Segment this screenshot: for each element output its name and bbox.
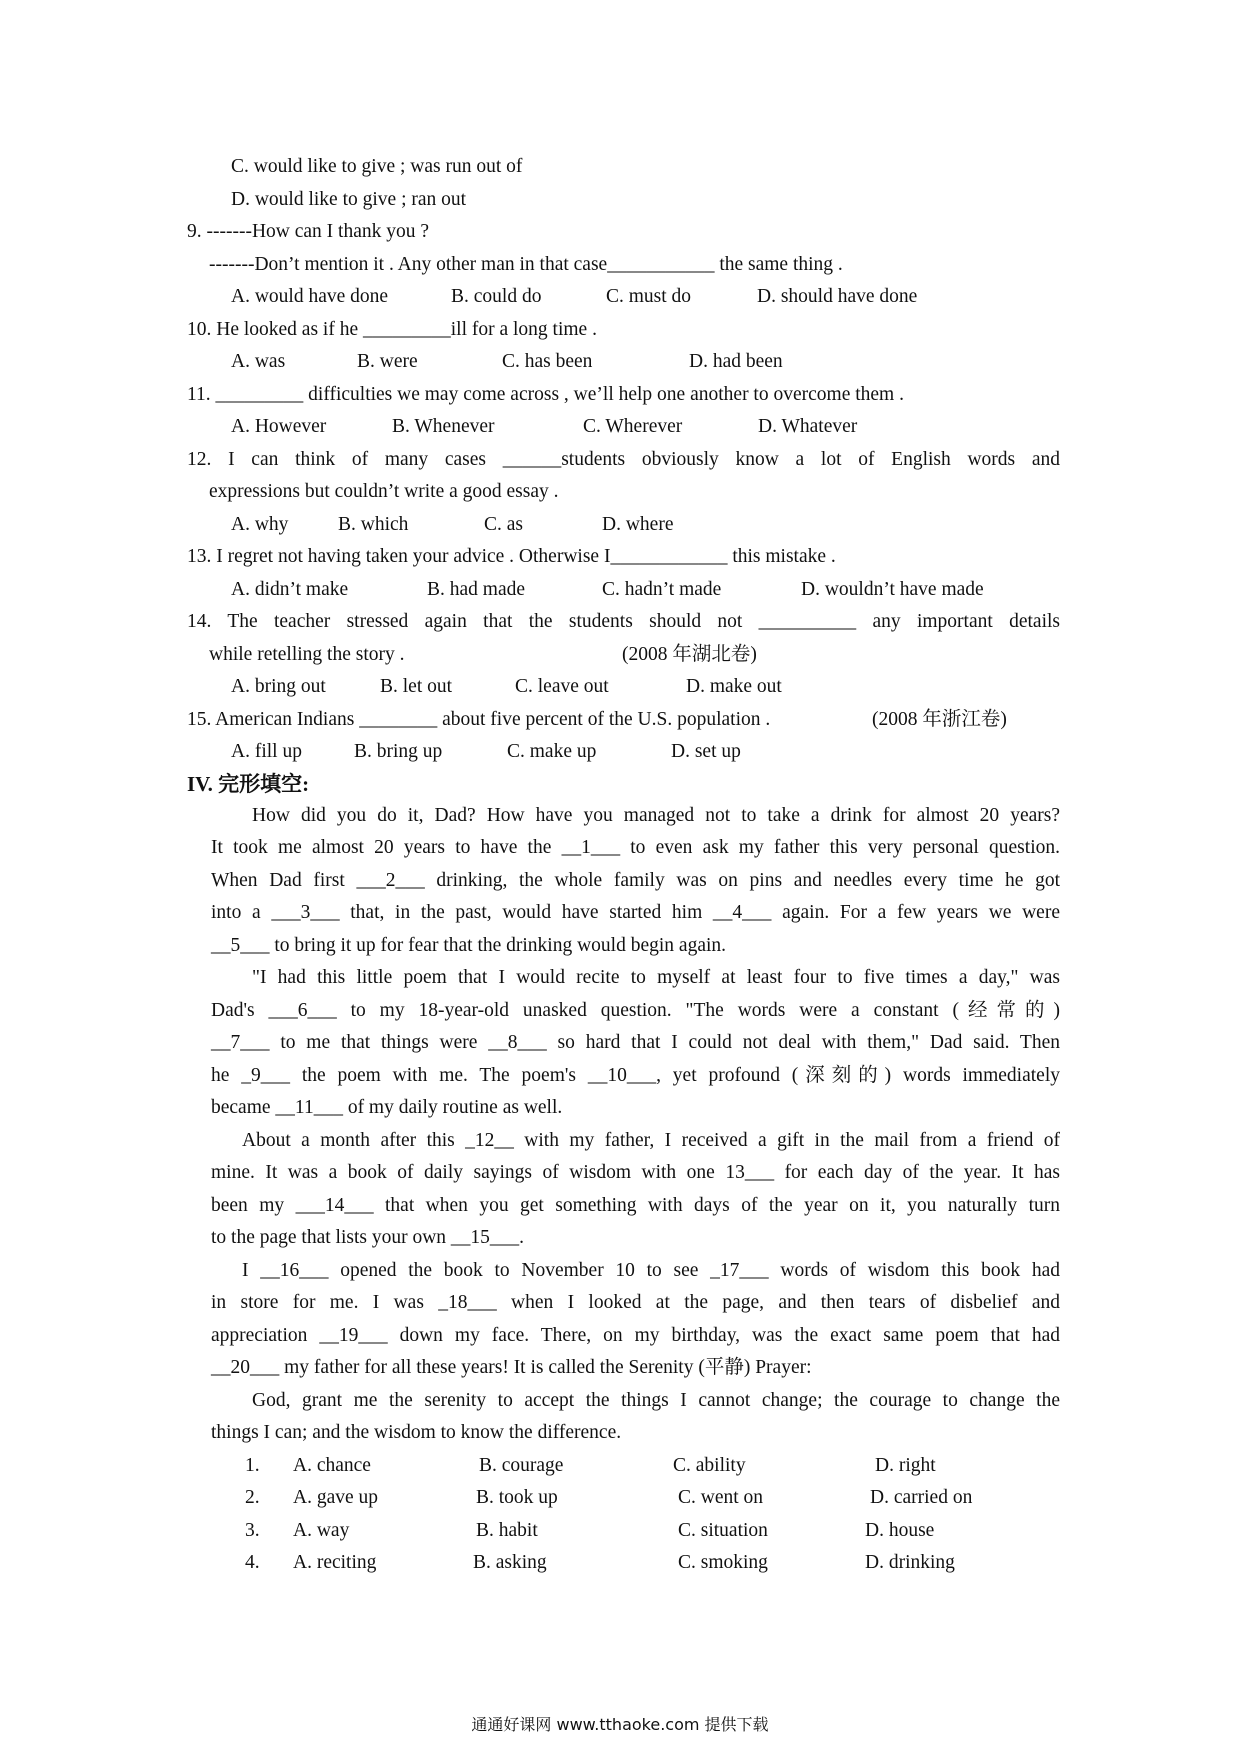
option: D. Whatever xyxy=(758,416,858,437)
option: D. should have done xyxy=(757,286,918,307)
passage-line: Dad's ___6___ to my 18-year-old unasked question. "The words were a constant (经常的) xyxy=(211,1000,1060,1021)
passage-line: been my ___14___ that when you get something with days of the year on it, you naturally turn xyxy=(211,1195,1060,1216)
option: C. ability xyxy=(673,1455,746,1476)
passage-line: became __11___ of my daily routine as well. xyxy=(211,1097,563,1118)
option: B. habit xyxy=(476,1520,538,1541)
option: B. Whenever xyxy=(392,416,495,437)
option: B. had made xyxy=(427,579,526,600)
passage-line: I __16___ opened the book to November 10 to see _17___ words of wisdom this book had xyxy=(242,1260,1060,1281)
q14-options xyxy=(0,673,1240,701)
option: A. chance xyxy=(293,1455,371,1476)
option: D. where xyxy=(602,514,674,535)
q8-option-d: D. would like to give ; ran out xyxy=(231,189,467,210)
q15-source: (2008 年浙江卷) xyxy=(872,709,1007,730)
passage-line: God, grant me the serenity to accept the things I cannot change; the courage to change the xyxy=(252,1390,1060,1411)
option: C. leave out xyxy=(515,676,609,697)
option: A. why xyxy=(231,514,289,535)
section-heading: IV. 完形填空: xyxy=(187,772,310,796)
cloze-number: 3. xyxy=(245,1520,260,1541)
passage-line: things I can; and the wisdom to know the difference. xyxy=(211,1422,622,1443)
option: B. let out xyxy=(380,676,453,697)
q14-source: (2008 年湖北卷) xyxy=(622,644,757,665)
option: A. was xyxy=(231,351,286,372)
passage-line: __7___ to me that things were __8___ so hard that I could not deal with them," Dad said. Then xyxy=(211,1032,1060,1053)
q12-stem-line1: 12. I can think of many cases ______students obviously know a lot of English words and xyxy=(187,449,1060,470)
q15-options xyxy=(0,738,1240,766)
cloze-number: 4. xyxy=(245,1552,260,1573)
cloze-option-row xyxy=(0,1517,1240,1545)
q14-stem-line2: while retelling the story . xyxy=(209,644,405,665)
cloze-option-row xyxy=(0,1549,1240,1577)
q9-options xyxy=(0,283,1240,311)
option: C. situation xyxy=(678,1520,768,1541)
option: A. fill up xyxy=(231,741,302,762)
option: C. Wherever xyxy=(583,416,683,437)
cloze-option-row xyxy=(0,1452,1240,1480)
passage-line: appreciation __19___ down my face. There, on my birthday, was the exact same poem that had xyxy=(211,1325,1060,1346)
option: D. had been xyxy=(689,351,783,372)
cloze-number: 1. xyxy=(245,1455,260,1476)
cloze-number: 2. xyxy=(245,1487,260,1508)
q15-stem: 15. American Indians ________ about five percent of the U.S. population . xyxy=(187,709,771,730)
q14-stem-line1: 14. The teacher stressed again that the students should not __________ any important details xyxy=(187,611,1060,632)
passage-line: How did you do it, Dad? How have you managed not to take a drink for almost 20 years? xyxy=(252,805,1060,826)
passage-line: he _9___ the poem with me. The poem's __10___, yet profound (深刻的) words immediately xyxy=(211,1065,1060,1086)
q12-options xyxy=(0,511,1240,539)
option: B. were xyxy=(357,351,418,372)
q10-stem: 10. He looked as if he _________ill for a long time . xyxy=(187,319,597,340)
option: A. reciting xyxy=(293,1552,377,1573)
q11-stem: 11. _________ difficulties we may come across , we’ll help one another to overcome them . xyxy=(187,384,904,405)
q8-option-c: C. would like to give ; was run out of xyxy=(231,156,523,177)
cloze-option-row xyxy=(0,1484,1240,1512)
passage-line: About a month after this _12__ with my father, I received a gift in the mail from a friend of xyxy=(242,1130,1060,1151)
option: A. didn’t make xyxy=(231,579,349,600)
passage-line: mine. It was a book of daily sayings of wisdom with one 13___ for each day of the year. It has xyxy=(211,1162,1060,1183)
option: C. has been xyxy=(502,351,593,372)
passage-line: "I had this little poem that I would recite to myself at least four to five times a day," was xyxy=(252,967,1060,988)
option: C. make up xyxy=(507,741,597,762)
option: C. went on xyxy=(678,1487,764,1508)
option: D. right xyxy=(875,1455,936,1476)
option: B. courage xyxy=(479,1455,564,1476)
option: B. took up xyxy=(476,1487,558,1508)
q12-stem-line2: expressions but couldn’t write a good essay . xyxy=(209,481,559,502)
q9-reply: -------Don’t mention it . Any other man in that case___________ the same thing . xyxy=(209,254,843,275)
option: A. However xyxy=(231,416,327,437)
option: C. must do xyxy=(606,286,692,307)
page-footer: 通通好课网 www.tthaoke.com 提供下载 xyxy=(471,1715,769,1734)
option: B. which xyxy=(338,514,409,535)
option: C. smoking xyxy=(678,1552,768,1573)
option: B. bring up xyxy=(354,741,443,762)
q13-options xyxy=(0,576,1240,604)
q10-options xyxy=(0,348,1240,376)
option: D. carried on xyxy=(870,1487,973,1508)
option: A. gave up xyxy=(293,1487,379,1508)
option: D. wouldn’t have made xyxy=(801,579,984,600)
option: A. bring out xyxy=(231,676,326,697)
passage-line: When Dad first ___2___ drinking, the whole family was on pins and needles every time he got xyxy=(211,870,1060,891)
passage-line: to the page that lists your own __15___. xyxy=(211,1227,525,1248)
option: A. way xyxy=(293,1520,350,1541)
q13-stem: 13. I regret not having taken your advice . Otherwise I____________ this mistake . xyxy=(187,546,836,567)
passage-line: It took me almost 20 years to have the __1___ to even ask my father this very personal question. xyxy=(211,837,1060,858)
passage-line: in store for me. I was _18___ when I looked at the page, and then tears of disbelief and xyxy=(211,1292,1060,1313)
option: B. could do xyxy=(451,286,542,307)
q11-options xyxy=(0,413,1240,441)
option: D. make out xyxy=(686,676,782,697)
passage-line: __5___ to bring it up for fear that the drinking would begin again. xyxy=(211,935,727,956)
option: C. as xyxy=(484,514,523,535)
option: B. asking xyxy=(473,1552,547,1573)
q9-stem: 9. -------How can I thank you ? xyxy=(187,221,430,242)
option: D. house xyxy=(865,1520,935,1541)
passage-line: into a ___3___ that, in the past, would have started him __4___ again. For a few years we were xyxy=(211,902,1060,923)
option: C. hadn’t made xyxy=(602,579,722,600)
option: D. set up xyxy=(671,741,741,762)
passage-line: __20___ my father for all these years! It is called the Serenity (平静) Prayer: xyxy=(211,1357,812,1378)
option: D. drinking xyxy=(865,1552,955,1573)
option: A. would have done xyxy=(231,286,389,307)
